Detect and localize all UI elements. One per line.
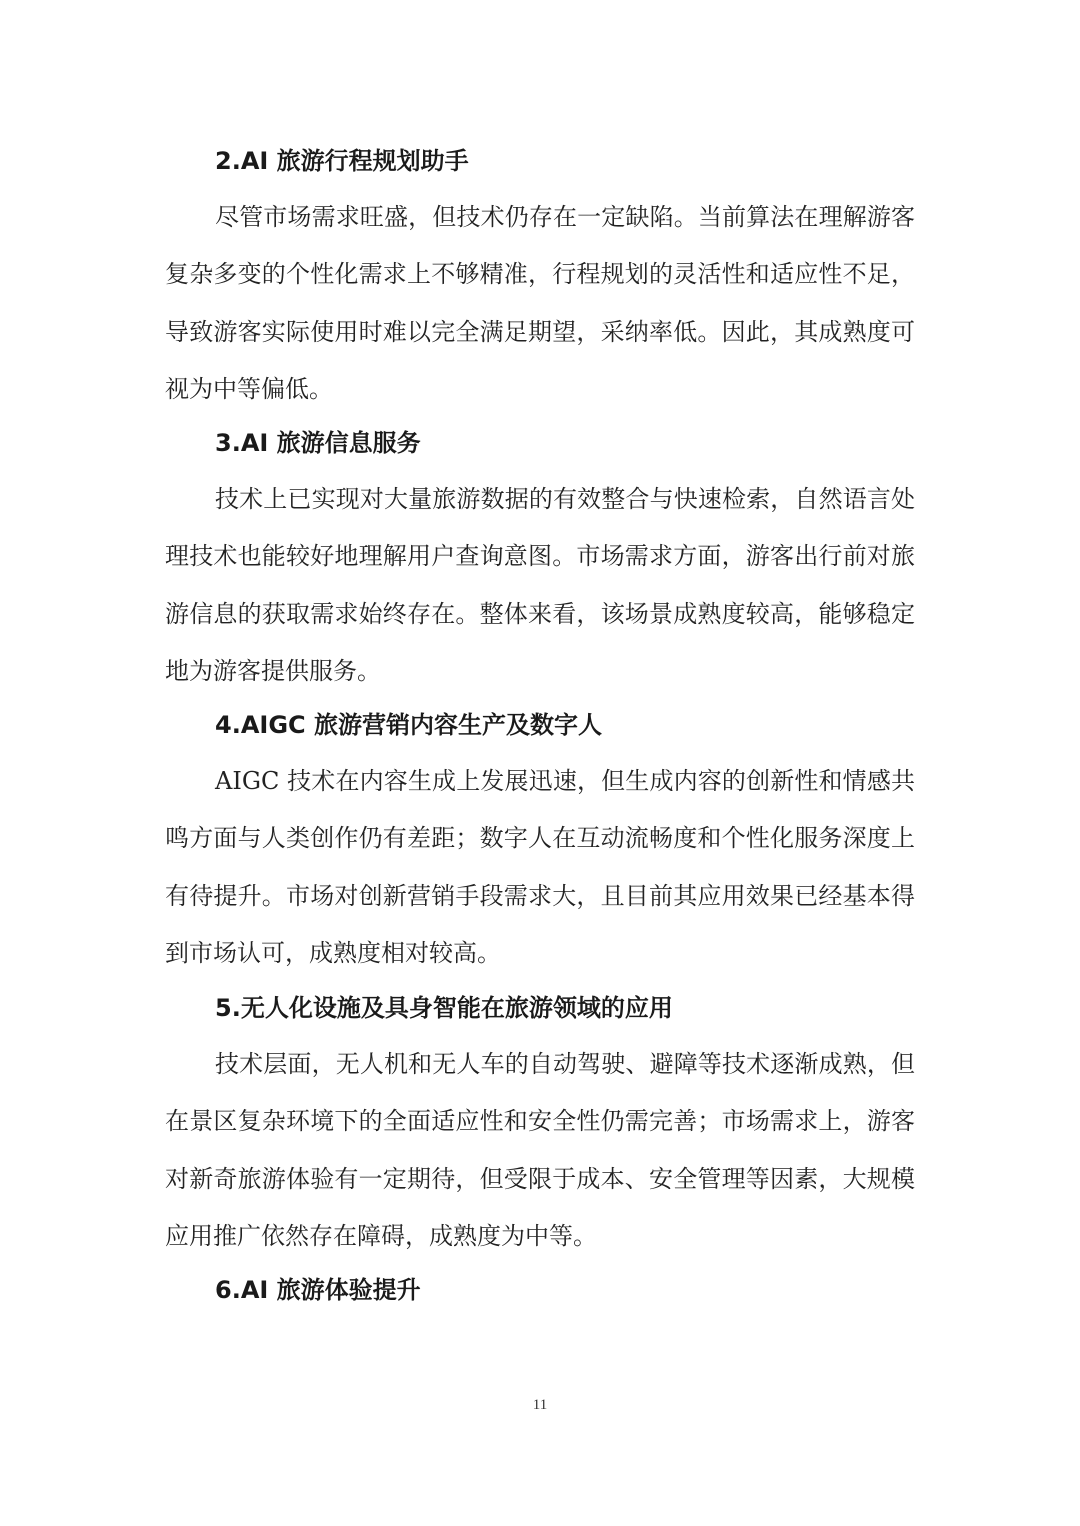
section-heading-2: 2.AI 旅游行程规划助手 — [215, 147, 469, 175]
section-paragraph-5: 技术层面，无人机和无人车的自动驾驶、避障等技术逐渐成熟，但在景区复杂环境下的全面适应性和安全性仍需完善；市场需求上，游客对新奇旅游体验有一定期待，但受限于成本、安全管理等因素，大规模应用推广依然存在障碍，成熟度为中等。 — [165, 1050, 915, 1250]
section-heading-5: 5.无人化设施及具身智能在旅游领域的应用 — [215, 994, 673, 1022]
section-paragraph-4: AIGC 技术在内容生成上发展迅速，但生成内容的创新性和情感共鸣方面与人类创作仍有差距；数字人在互动流畅度和个性化服务深度上有待提升。市场对创新营销手段需求大，且目前其应用效果已经基本得到市场认可，成熟度相对较高。 — [165, 767, 915, 967]
page-number: 11 — [532, 1397, 548, 1413]
section-paragraph-3: 技术上已实现对大量旅游数据的有效整合与快速检索，自然语言处理技术也能较好地理解用户查询意图。市场需求方面，游客出行前对旅游信息的获取需求始终存在。整体来看，该场景成熟度较高，能够稳定地为游客提供服务。 — [165, 485, 915, 685]
section-heading-6: 6.AI 旅游体验提升 — [215, 1276, 421, 1304]
section-heading-3: 3.AI 旅游信息服务 — [215, 429, 421, 457]
section-paragraph-2: 尽管市场需求旺盛，但技术仍存在一定缺陷。当前算法在理解游客复杂多变的个性化需求上不够精准，行程规划的灵活性和适应性不足，导致游客实际使用时难以完全满足期望，采纳率低。因此，其成熟度可视为中等偏低。 — [165, 203, 915, 403]
section-heading-4: 4.AIGC 旅游营销内容生产及数字人 — [215, 711, 602, 739]
